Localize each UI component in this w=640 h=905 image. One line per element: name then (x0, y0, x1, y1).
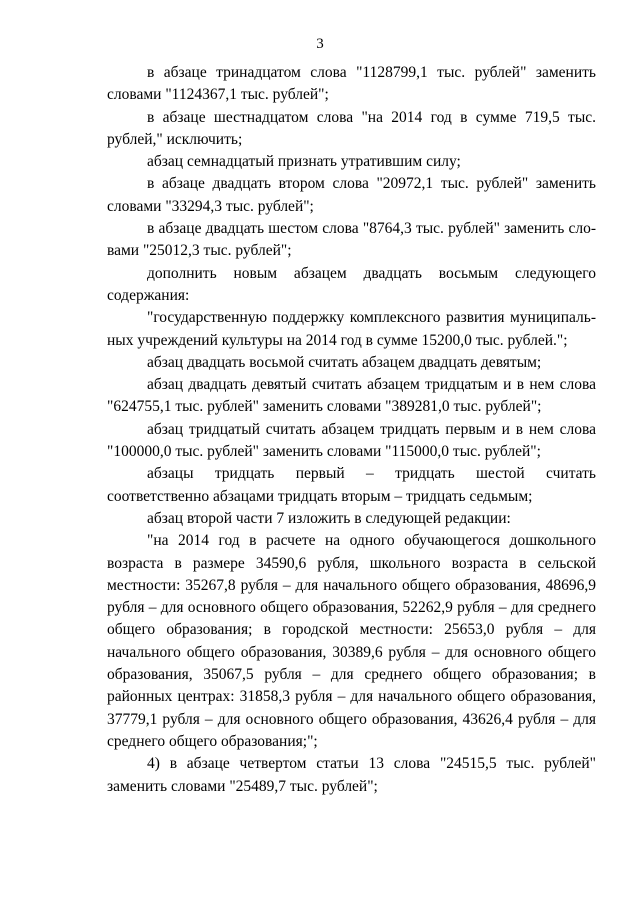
paragraph-12: абзац второй части 7 изложить в следующей редакции: (147, 509, 511, 527)
paragraph-1: в абзаце тринадцатом слова "1128799,1 тыс. рублей" заменить словами "1124367,1 тыс. рублей"; (107, 64, 596, 104)
paragraph-10: абзац тридцатый считать абзацем тридцать первым и в нем слова "100000,0 тыс. рублей" заменить словами "115000,0 тыс. рублей"; (107, 420, 596, 461)
paragraph-11: абзацы тридцать первый – тридцать шестой считать соответственно абзацами тридцать вторым – тридцать седьмым; (107, 465, 596, 505)
paragraph-3: абзац семнадцатый признать утратившим силу; (147, 153, 461, 171)
paragraph-4: в абзаце двадцать втором слова "20972,1 тыс. рублей" заменить словами "33294,3 тыс. рублей"; (107, 175, 596, 215)
paragraph-13: "на 2014 год в расчете на одного обучающегося дошкольного возраста в размере 34590,6 рубля, школьного возраста в сельской местности: 35267,8 рубля – для начального общего образования, 48696,9 рубля – для основного общего образования, 52262,9 рубля – для среднего общего образования; в городской местности: 25653,0 рубля – для начального общего образования, 30389,6 рубля – для основного общего образования, 35067,5 рубля – для среднего общего образования; в районных центрах: 31858,3 рубля – для начального общего образования, 37779,1 рубля – для основного общего образования, 43626,4 рубля – для среднего общего образования;"; (107, 532, 596, 750)
page-number: 3 (316, 36, 324, 52)
paragraph-9: абзац двадцать девятый считать абзацем тридцатым и в нем слова "624755,1 тыс. рублей" заменить словами "389281,0 тыс. рублей"; (107, 376, 596, 416)
paragraph-8: абзац двадцать восьмой считать абзацем двадцать девятым; (147, 353, 542, 371)
paragraph-14: 4) в абзаце четвертом статьи 13 слова "24515,5 тыс. рублей" заменить словами "25489,7 тыс. рублей"; (107, 755, 596, 795)
paragraph-2: в абзаце шестнадцатом слова "на 2014 год в сумме 719,5 тыс. рублей," исключить; (107, 108, 596, 148)
document-body (107, 62, 596, 798)
paragraph-5: в абзаце двадцать шестом слова "8764,3 тыс. рублей" заменить словами "25012,3 тыс. рублей"; (107, 220, 596, 260)
paragraph-6: дополнить новым абзацем двадцать восьмым следующего содержания: (107, 264, 596, 304)
paragraph-7: "государственную поддержку комплексного развития муниципальных учреждений культуры на 2014 год в сумме 15200,0 тыс. рублей."; (107, 309, 596, 349)
